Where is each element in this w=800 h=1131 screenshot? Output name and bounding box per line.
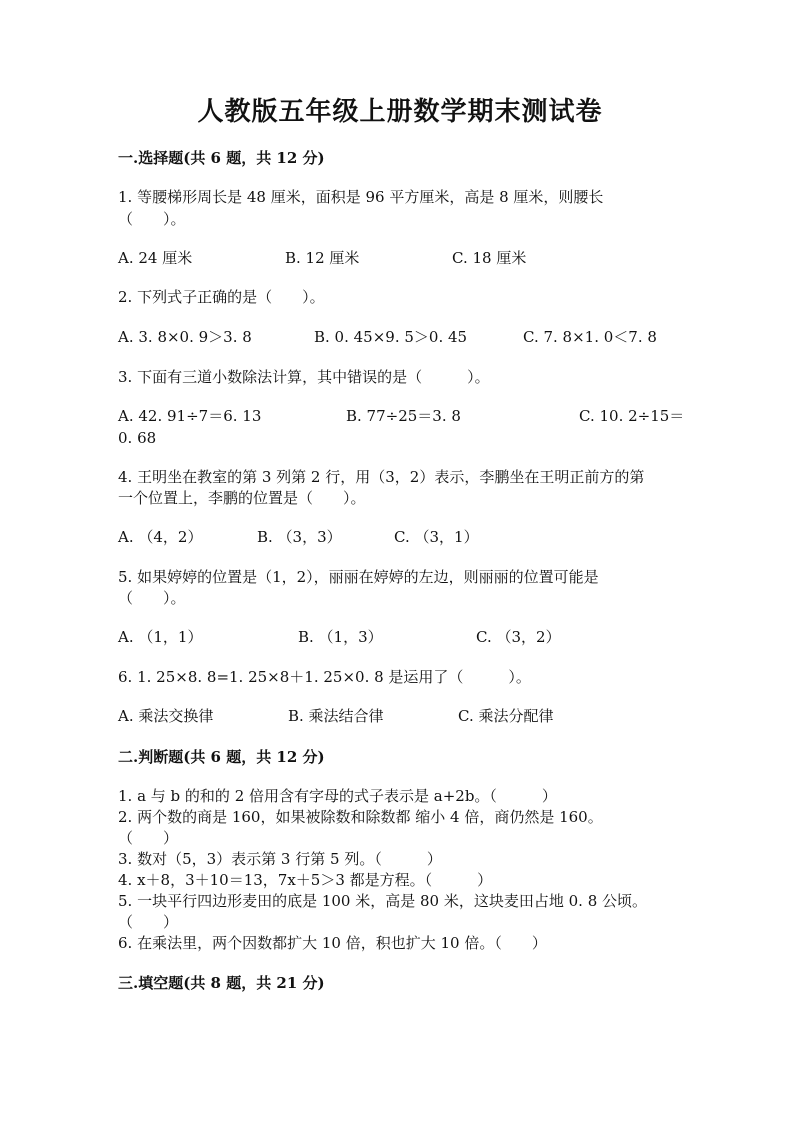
judge-item-5-blank: （ ） xyxy=(118,913,179,931)
question-1-option-a: A. 24 厘米 xyxy=(118,249,193,267)
question-6-option-b: B. 乘法结合律 xyxy=(288,707,384,725)
judge-item-3: 3. 数对（5，3）表示第 3 行第 5 列。（ ） xyxy=(118,850,442,868)
question-2-option-c: C. 7. 8×1. 0＜7. 8 xyxy=(523,328,657,346)
question-5-blank: （ ）。 xyxy=(118,589,186,607)
question-1-option-c: C. 18 厘米 xyxy=(452,249,527,267)
question-6-option-a: A. 乘法交换律 xyxy=(118,707,214,725)
page-title: 人教版五年级上册数学期末测试卷 xyxy=(197,97,603,127)
question-1-text: 1. 等腰梯形周长是 48 厘米，面积是 96 平方厘米，高是 8 厘米，则腰长 xyxy=(118,188,604,206)
question-4-text: 4. 王明坐在教室的第 3 列第 2 行，用（3，2）表示，李鹏坐在王明正前方的第 xyxy=(118,468,645,486)
section-heading-choice: 一.选择题(共 6 题，共 12 分) xyxy=(118,149,325,167)
question-5-option-b: B. （1，3） xyxy=(298,628,383,646)
question-4-option-b: B. （3，3） xyxy=(257,528,342,546)
question-2-option-b: B. 0. 45×9. 5＞0. 45 xyxy=(314,328,468,346)
judge-item-2: 2. 两个数的商是 160，如果被除数和除数都 缩小 4 倍，商仍然是 160。 xyxy=(118,808,603,826)
question-2-text: 2. 下列式子正确的是（ ）。 xyxy=(118,288,325,306)
question-4-option-c: C. （3，1） xyxy=(394,528,479,546)
question-3-option-b: B. 77÷25＝3. 8 xyxy=(346,407,461,425)
question-5-option-c: C. （3，2） xyxy=(476,628,561,646)
judge-item-2-blank: （ ） xyxy=(118,829,179,847)
question-1-option-b: B. 12 厘米 xyxy=(285,249,360,267)
question-6-option-c: C. 乘法分配律 xyxy=(458,707,554,725)
section-heading-judge: 二.判断题(共 6 题，共 12 分) xyxy=(118,748,325,766)
question-1-blank: （ ）。 xyxy=(118,210,186,228)
question-3-option-c: C. 10. 2÷15＝ xyxy=(579,407,685,425)
judge-item-5: 5. 一块平行四边形麦田的底是 100 米，高是 80 米，这块麦田占地 0. 8 公顷。 xyxy=(118,892,648,910)
question-2-option-a: A. 3. 8×0. 9＞3. 8 xyxy=(118,328,252,346)
judge-item-6: 6. 在乘法里，两个因数都扩大 10 倍，积也扩大 10 倍。（ ） xyxy=(118,934,547,952)
section-heading-fill: 三.填空题(共 8 题，共 21 分) xyxy=(118,974,325,992)
question-4-option-a: A. （4，2） xyxy=(118,528,203,546)
question-6-text: 6. 1. 25×8. 8=1. 25×8＋1. 25×0. 8 是运用了（ ）。 xyxy=(118,668,531,686)
question-5-text: 5. 如果婷婷的位置是（1，2），丽丽在婷婷的左边，则丽丽的位置可能是 xyxy=(118,568,599,586)
question-3-option-c-wrap: 0. 68 xyxy=(118,429,157,447)
question-3-text: 3. 下面有三道小数除法计算，其中错误的是（ ）。 xyxy=(118,368,490,386)
question-3-option-a: A. 42. 91÷7＝6. 13 xyxy=(118,407,262,425)
judge-item-4: 4. x＋8，3＋10＝13，7x＋5＞3 都是方程。（ ） xyxy=(118,871,493,889)
question-5-option-a: A. （1，1） xyxy=(118,628,203,646)
judge-item-1: 1. a 与 b 的和的 2 倍用含有字母的式子表示是 a+2b。（ ） xyxy=(118,787,557,805)
question-4-text-line2: 一个位置上，李鹏的位置是（ ）。 xyxy=(118,489,366,507)
